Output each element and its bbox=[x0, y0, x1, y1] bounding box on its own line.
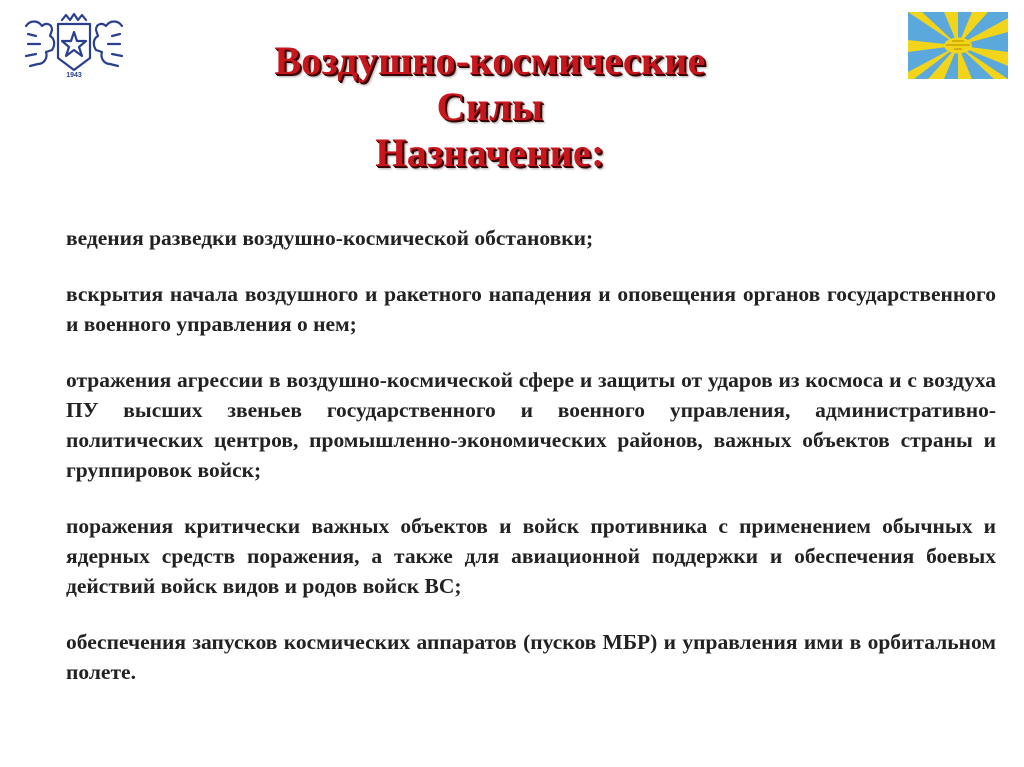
title-line-2: Силы bbox=[436, 84, 544, 129]
purpose-item: поражения критически важных объектов и войск противника с применением обычных и ядерных средств поражения, а также для авиационной поддержки и обеспечения боевых действий войск видов и родов войск ВС; bbox=[66, 514, 996, 598]
purpose-item: отражения агрессии в воздушно-космической сфере и защиты от ударов из космоса и с воздуха ПУ высших звеньев государственного и военного управления, административно-политических центров, промышленно-экономических районов, важных объектов страны и группировок войск; bbox=[66, 368, 996, 482]
purpose-item: обеспечения запусков космических аппаратов (пусков МБР) и управления ими в орбитальном полете. bbox=[66, 630, 996, 684]
title-line-3: Назначение: bbox=[375, 130, 605, 175]
title-line-1: Воздушно-космические bbox=[274, 38, 706, 83]
purpose-item: вскрытия начала воздушного и ракетного нападения и оповещения органов государственного и военного управления о нем; bbox=[66, 282, 996, 336]
purpose-item: ведения разведки воздушно-космической обстановки; bbox=[66, 226, 594, 250]
emblem-year: 1943 bbox=[66, 72, 82, 79]
page-title bbox=[200, 38, 780, 176]
purpose-list bbox=[66, 223, 996, 687]
air-force-flag-icon bbox=[908, 12, 1008, 79]
air-force-flag bbox=[908, 12, 1008, 79]
emblem-logo bbox=[20, 12, 128, 90]
